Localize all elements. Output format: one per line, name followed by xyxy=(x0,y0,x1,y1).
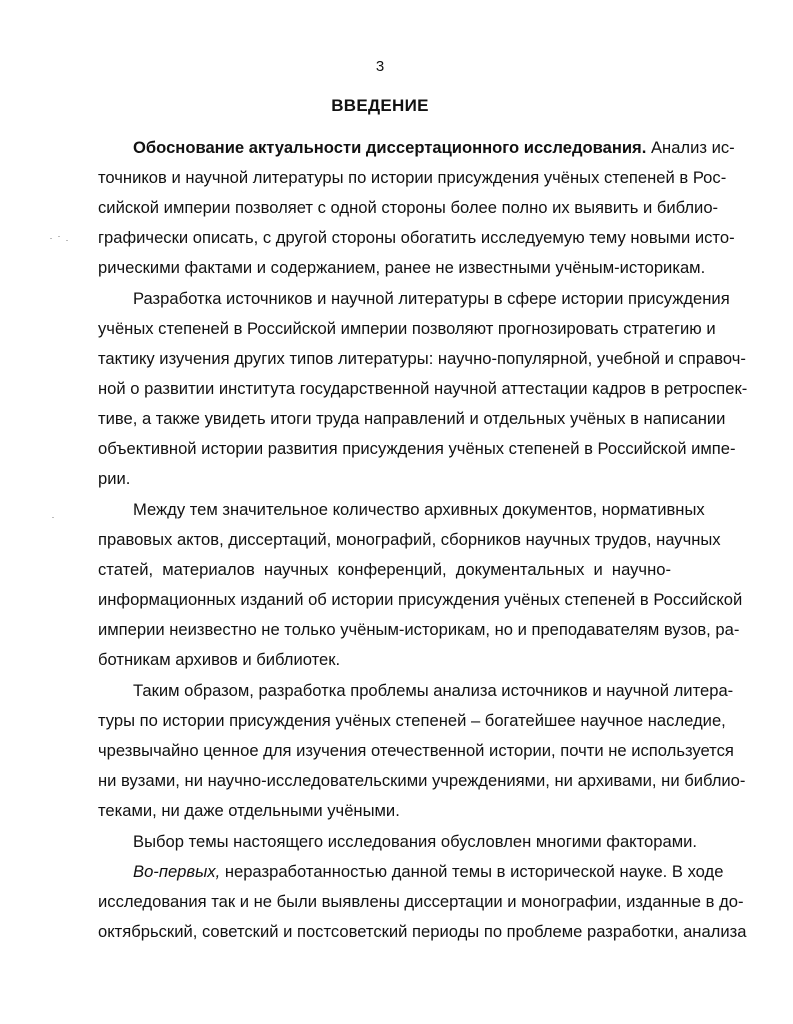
paragraph-1-line-3: сийской империи позволяет с одной стороны более полно их выявить и библио- xyxy=(98,198,719,217)
paragraph-4-line-3: чрезвычайно ценное для изучения отечественной истории, почти не используется xyxy=(98,741,734,760)
paragraph-3-line-2: правовых актов, диссертаций, монографий, сборников научных трудов, научных xyxy=(98,530,721,549)
paragraph-1-lead: Обоснование актуальности диссертационного исследования. xyxy=(133,138,647,157)
paragraph-2-line-5: тиве, а также увидеть итоги труда направлений и отдельных учёных в написании xyxy=(98,409,726,428)
paragraph-1-line-1-text: Анализ ис- xyxy=(646,138,735,157)
paragraph-1-line-2: точников и научной литературы по истории присуждения учёных степеней в Рос- xyxy=(98,168,727,187)
paragraph-6-line-2: исследования так и не были выявлены диссертации и монографии, изданные в до- xyxy=(98,892,744,911)
paragraph-2-line-4: ной о развитии института государственной научной аттестации кадров в ретроспек- xyxy=(98,379,748,398)
scan-speck xyxy=(50,238,52,239)
paragraph-3-line-5: империи неизвестно не только учёным-историкам, но и преподавателям вузов, ра- xyxy=(98,620,740,639)
paragraph-2-line-3: тактику изучения других типов литературы: научно-популярной, учебной и справоч- xyxy=(98,349,746,368)
paragraph-4-line-1: Таким образом, разработка проблемы анализа источников и научной литера- xyxy=(133,681,734,700)
paragraph-6-line-1 xyxy=(133,862,724,882)
paragraph-1-line-1 xyxy=(133,138,735,158)
paragraph-4-line-2: туры по истории присуждения учёных степеней – богатейшее научное наследие, xyxy=(98,711,726,730)
paragraph-1-line-4: графически описать, с другой стороны обогатить исследуемую тему новыми исто- xyxy=(98,228,735,247)
paragraph-6-line-3: октябрьский, советский и постсоветский периоды по проблеме разработки, анализа xyxy=(98,922,747,941)
paragraph-4-line-4: ни вузами, ни научно-исследовательскими учреждениями, ни архивами, ни библио- xyxy=(98,771,746,790)
paragraph-3-line-3: статей, материалов научных конференций, документальных и научно- xyxy=(98,560,671,579)
paragraph-3-line-4: информационных изданий об истории присуждения учёных степеней в Российской xyxy=(98,590,743,609)
paragraph-3-line-6: ботникам архивов и библиотек. xyxy=(98,650,341,669)
scan-speck xyxy=(58,236,60,237)
paragraph-2-line-1: Разработка источников и научной литературы в сфере истории присуждения xyxy=(133,289,730,308)
paragraph-2-line-6: объективной истории развития присуждения учёных степеней в Российской импе- xyxy=(98,439,736,458)
paragraph-5-line-1: Выбор темы настоящего исследования обусловлен многими факторами. xyxy=(133,832,698,851)
scan-speck xyxy=(66,240,68,241)
paragraph-4-line-5: теками, ни даже отдельными учёными. xyxy=(98,801,400,820)
paragraph-2-line-2: учёных степеней в Российской империи позволяют прогнозировать стратегию и xyxy=(98,319,716,338)
paragraph-3-line-1: Между тем значительное количество архивных документов, нормативных xyxy=(133,500,705,519)
scan-speck xyxy=(52,517,54,518)
paragraph-6-lead: Во-первых, xyxy=(133,862,221,881)
page-title: ВВЕДЕНИЕ xyxy=(331,96,429,115)
paragraph-2-line-7: рии. xyxy=(98,469,131,488)
page-number: 3 xyxy=(375,58,385,75)
paragraph-1-line-5: рическими фактами и содержанием, ранее не известными учёным-историкам. xyxy=(98,258,706,277)
paragraph-6-line-1-text: неразработанностью данной темы в исторической науке. В ходе xyxy=(220,862,724,881)
